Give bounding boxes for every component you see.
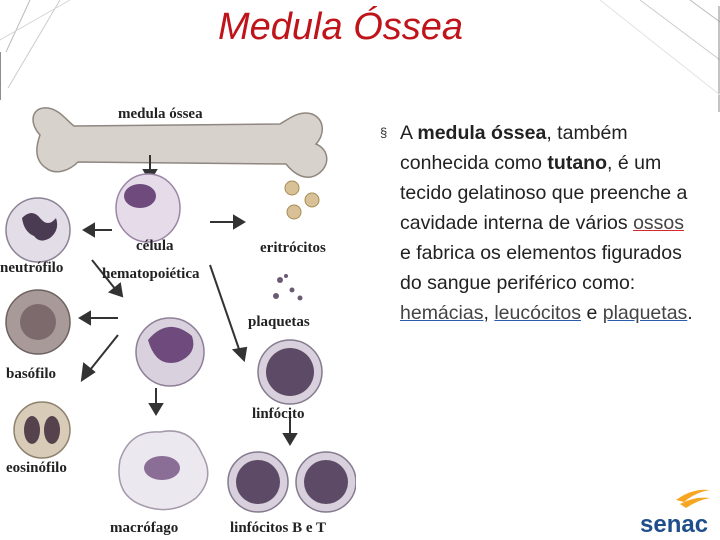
platelets-cells xyxy=(273,274,303,301)
label-neutrofilo: neutrófilo xyxy=(0,260,64,276)
text-segment: , xyxy=(483,302,495,324)
hematopoietic-cell xyxy=(116,174,180,242)
slide-title: Medula Óssea xyxy=(218,6,464,48)
logo-text: senac xyxy=(640,511,709,536)
link-hemacias[interactable]: hemácias xyxy=(400,302,484,324)
link-ossos[interactable]: ossos xyxy=(633,212,685,234)
label-linfocito: linfócito xyxy=(252,406,305,422)
label-eosinofilo: eosinófilo xyxy=(6,460,67,476)
text-segment: . xyxy=(687,302,693,324)
arrows xyxy=(80,155,296,444)
label-plaquetas: plaquetas xyxy=(248,314,310,330)
text-segment: , é um tecido gelatinoso que preenche a cavidade interna de vários xyxy=(400,152,688,234)
erythrocytes-cells xyxy=(285,181,319,219)
text-segment: A xyxy=(400,122,418,144)
link-plaquetas[interactable]: plaquetas xyxy=(602,302,688,324)
eosinophil-cell xyxy=(14,402,70,458)
bullet-paragraph xyxy=(400,118,700,328)
definition-text xyxy=(380,118,700,328)
bullet-marker: § xyxy=(380,125,388,140)
senac-logo xyxy=(636,486,716,536)
text-segment: e fabrica os elementos figurados do sangue periférico como: xyxy=(400,242,682,294)
bold-tutano: tutano xyxy=(547,152,607,174)
label-hematopoietica: hematopoiética xyxy=(102,266,200,282)
label-basofilo: basófilo xyxy=(6,366,57,382)
text-segment: , também conhecida como xyxy=(400,122,628,174)
label-celula: célula xyxy=(136,238,174,254)
label-linfocitos-b-e-t: linfócitos B e T xyxy=(230,520,326,536)
hematopoiesis-diagram xyxy=(0,100,356,540)
label-macrofago: macrófago xyxy=(110,520,179,536)
bullet-item xyxy=(380,118,700,328)
link-leucocitos[interactable]: leucócitos xyxy=(494,302,582,324)
label-medula-ossea: medula óssea xyxy=(118,106,203,122)
label-eritrocitos: eritrócitos xyxy=(260,240,326,256)
text-segment: e xyxy=(581,302,603,324)
bold-medula-ossea: medula óssea xyxy=(417,122,547,144)
